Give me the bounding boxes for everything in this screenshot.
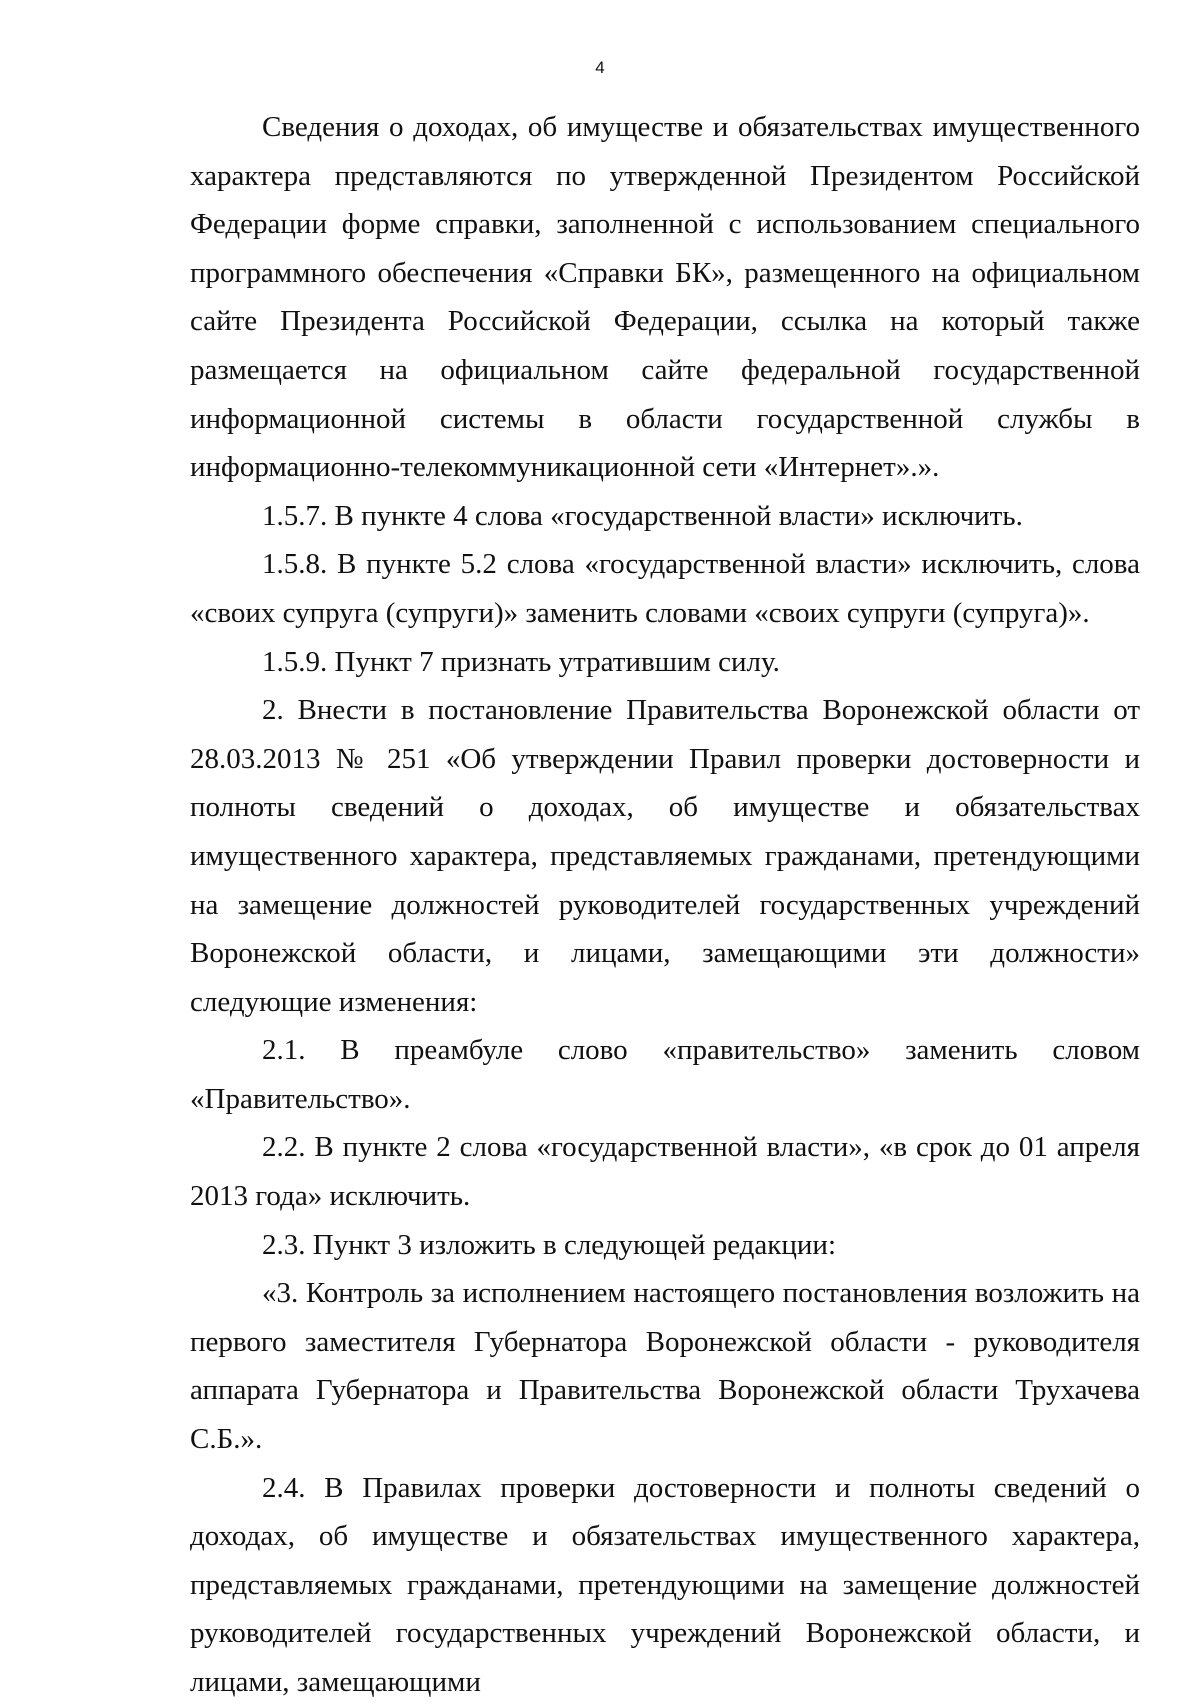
document-body: [190, 103, 1140, 1707]
paragraph-2-1: 2.1. В преамбуле слово «правительство» заменить словом «Правительство».: [190, 1034, 1140, 1115]
paragraph-2-4: 2.4. В Правилах проверки достоверности и полноты сведений о доходах, об имуществе и обязательствах имущественного характера, представляемых гражданами, претендующими на замещение должностей руководителей государственных учреждений Воронежской области, и лицами, замещающими: [190, 1471, 1140, 1698]
paragraph-1-5-8: 1.5.8. В пункте 5.2 слова «государственной власти» исключить, слова «своих супруга (супруги)» заменить словами «своих супруги (супруга)».: [190, 548, 1140, 629]
paragraph-2-2: 2.2. В пункте 2 слова «государственной власти», «в срок до 01 апреля 2013 года» исключить.: [190, 1131, 1140, 1213]
paragraph-1-5-9: 1.5.9. Пункт 7 признать утратившим силу.: [262, 645, 780, 678]
paragraph-2: 2. Внести в постановление Правительства Воронежской области от 28.03.2013 № 251 «Об утверждении Правил проверки достоверности и полноты сведений о доходах, об имуществе и обязательствах имущественного характера, представляемых гражданами, претендующими на замещение должностей руководителей государственных учреждений Воронежской области, и лицами, замещающими эти должности» следующие изменения:: [190, 694, 1140, 1018]
paragraph-control-clause: «3. Контроль за исполнением настоящего постановления возложить на первого заместителя Губернатора Воронежской области - руководителя аппарата Губернатора и Правительства Воронежской области Трухачева С.Б.».: [190, 1277, 1140, 1456]
paragraph-2-3: 2.3. Пункт 3 изложить в следующей редакции:: [262, 1228, 837, 1261]
page-number: 4: [595, 58, 605, 77]
paragraph-declaration-form: Сведения о доходах, об имуществе и обязательствах имущественного характера представляются по утвержденной Президентом Российской Федерации форме справки, заполненной с использованием специального программного обеспечения «Справки БК», размещенного на официальном сайте Президента Российской Федерации, ссылка на который также размещается на официальном сайте федеральной государственной информационной системы в области государственной службы в информационно-телекоммуникационной сети «Интернет».».: [190, 111, 1140, 484]
paragraph-1-5-7: 1.5.7. В пункте 4 слова «государственной власти» исключить.: [262, 499, 1023, 532]
